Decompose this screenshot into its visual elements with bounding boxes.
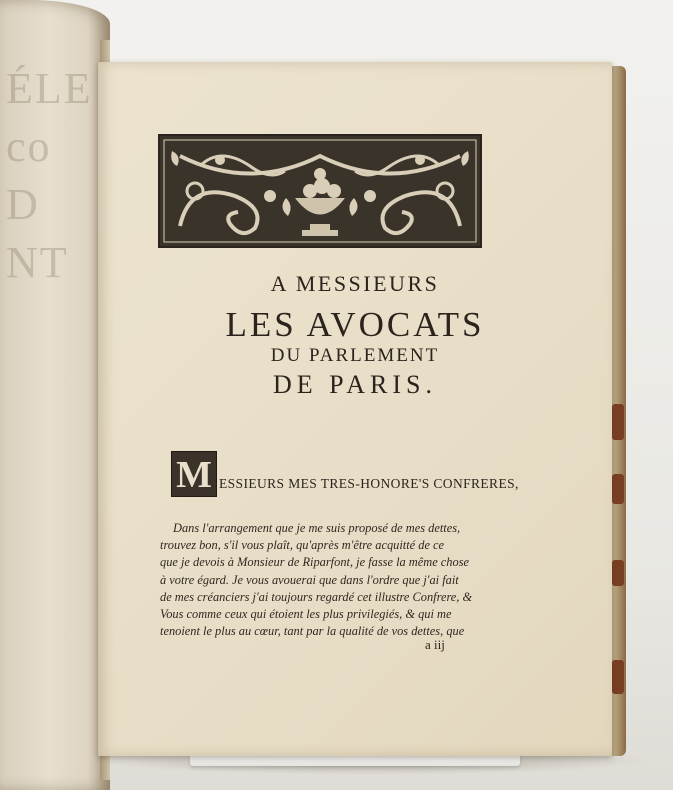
text-line: que je devois à Monsieur de Riparfont, je fasse la même chose <box>160 555 470 570</box>
text-line: à votre égard. Je vous avouerai que dans l'ordre que j'ai fait <box>160 572 459 587</box>
title-line-1: A MESSIEURS <box>270 271 440 296</box>
title-line-4: DE PARIS. <box>273 370 437 399</box>
text-line: Dans l'arrangement que je me suis proposé de mes dettes, <box>173 521 461 535</box>
initial-letter: M <box>176 454 212 496</box>
text-line: tenoient le plus au cœur, tant par la qualité de vos dettes, que <box>160 624 465 639</box>
left-page <box>0 0 110 790</box>
ornament-vase-scrolls <box>160 136 480 246</box>
leather-tab <box>612 474 624 504</box>
signature-mark: a iij <box>425 637 445 652</box>
ghost-line: ÉLE <box>6 64 93 113</box>
text-line: de mes créanciers j'ai toujours regardé cet illustre Confrere, & <box>160 589 473 604</box>
ghost-line: NT <box>6 238 69 287</box>
text-line: Vous comme ceux qui étoient les plus privilegiés, & qui me <box>160 607 452 622</box>
text-line: trouvez bon, s'il vous plaît, qu'après m'être acquitté de ce <box>160 538 445 553</box>
decorated-initial <box>171 451 217 497</box>
left-page-bleed-text <box>6 60 101 400</box>
ghost-line: D <box>6 180 40 229</box>
woodcut-headpiece <box>158 134 482 248</box>
title-line-3: DU PARLEMENT <box>270 345 440 366</box>
salutation-text: ESSIEURS MES TRES-HONORE'S CONFRERES, <box>219 476 519 491</box>
ghost-line: co <box>6 122 52 171</box>
leather-tab <box>612 660 624 694</box>
leather-tab <box>612 404 624 440</box>
body-paragraph <box>160 520 615 640</box>
title-line-2: LES AVOCATS <box>225 305 485 344</box>
